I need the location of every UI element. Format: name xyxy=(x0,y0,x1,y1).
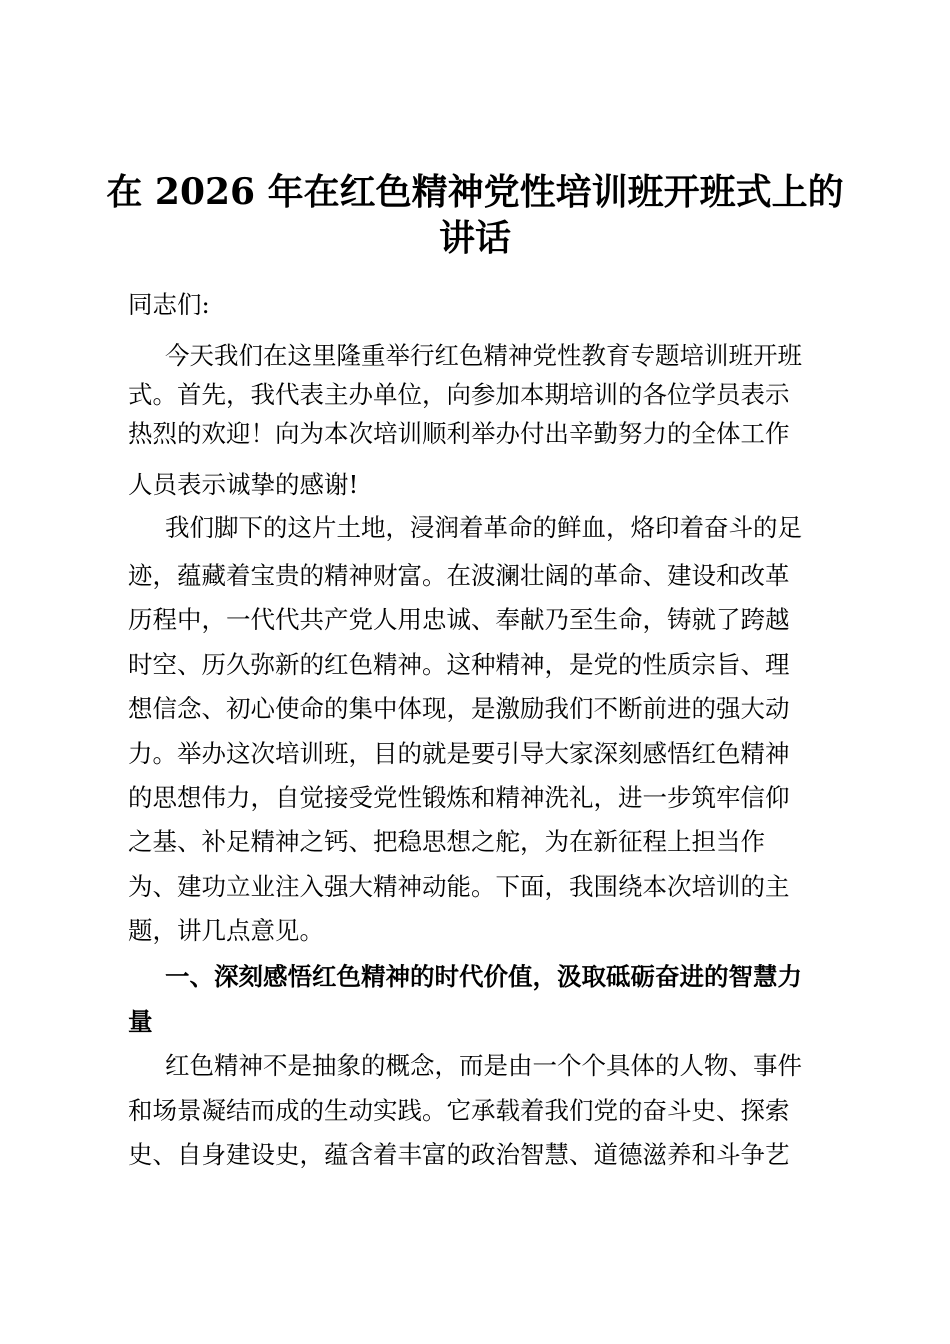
paragraph-line: 史、自身建设史，蕴含着丰富的政治智慧、道德滋养和斗争艺 xyxy=(128,1140,790,1169)
paragraph-line: 热烈的欢迎！向为本次培训顺利举办付出辛勤努力的全体工作 xyxy=(128,419,790,448)
paragraph-line: 的思想伟力，自觉接受党性锻炼和精神洗礼，进一步筑牢信仰 xyxy=(128,783,790,812)
paragraph-line: 历程中，一代代共产党人用忠诚、奉献乃至生命，铸就了跨越 xyxy=(128,605,790,634)
paragraph-line: 题，讲几点意见。 xyxy=(128,916,324,945)
paragraph-line: 迹，蕴藏着宝贵的精神财富。在波澜壮阔的革命、建设和改革 xyxy=(128,561,790,590)
paragraph-line: 今天我们在这里隆重举行红色精神党性教育专题培训班开班 xyxy=(165,341,802,370)
paragraph-line: 时空、历久弥新的红色精神。这种精神，是党的性质宗旨、理 xyxy=(128,650,790,679)
paragraph-line: 之基、补足精神之钙、把稳思想之舵，为在新征程上担当作 xyxy=(128,827,765,856)
paragraph-line: 力。举办这次培训班，目的就是要引导大家深刻感悟红色精神 xyxy=(128,739,790,768)
document-title-line-2: 讲话 xyxy=(438,217,511,259)
section-heading-line-1: 一、深刻感悟红色精神的时代价值，汲取砥砺奋进的智慧力 xyxy=(165,962,802,991)
paragraph-line: 和场景凝结而成的生动实践。它承载着我们党的奋斗史、探索 xyxy=(128,1096,790,1125)
paragraph-line: 我们脚下的这片土地，浸润着革命的鲜血，烙印着奋斗的足 xyxy=(165,513,802,542)
paragraph-line: 为、建功立业注入强大精神动能。下面，我围绕本次培训的主 xyxy=(128,872,790,901)
paragraph-line: 人员表示诚挚的感谢! xyxy=(128,470,359,499)
document-title-line-1: 在 2026 年在红色精神党性培训班开班式上的 xyxy=(106,171,844,213)
salutation: 同志们: xyxy=(128,290,210,319)
section-heading-line-2: 量 xyxy=(128,1007,153,1036)
paragraph-line: 红色精神不是抽象的概念，而是由一个个具体的人物、事件 xyxy=(165,1051,802,1080)
paragraph-line: 式。首先，我代表主办单位，向参加本期培训的各位学员表示 xyxy=(128,380,790,409)
paragraph-line: 想信念、初心使命的集中体现，是激励我们不断前进的强大动 xyxy=(128,694,790,723)
